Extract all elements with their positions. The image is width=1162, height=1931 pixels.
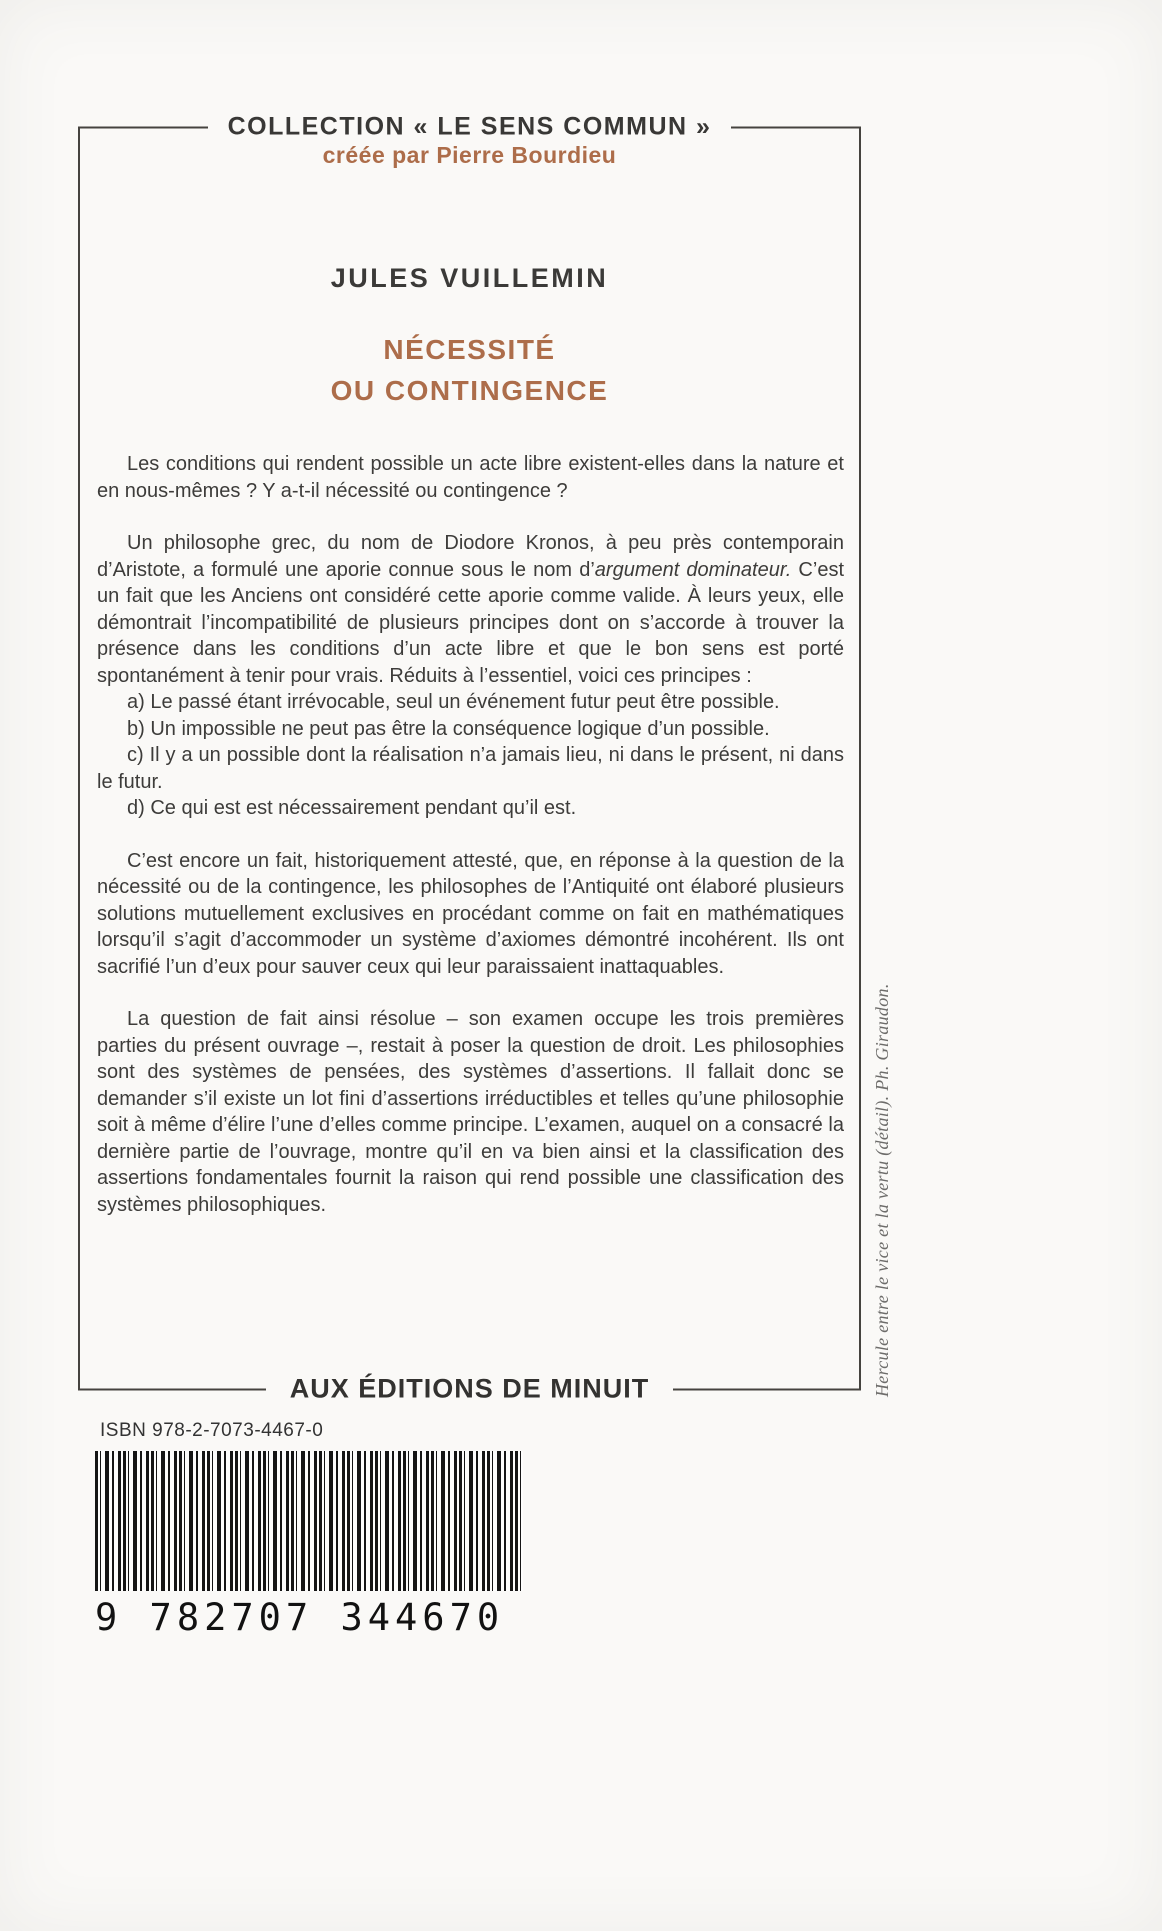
blurb-item-b: b) Un impossible ne peut pas être la conséquence logique d’un possible. — [127, 717, 770, 740]
blurb-item-d: d) Ce qui est est nécessairement pendant qu’il est. — [127, 797, 577, 819]
blurb-item-c: c) Il y a un possible dont la réalisation n’a jamais lieu, ni dans le présent, ni dans le futur. — [97, 744, 844, 793]
footer-rule-right — [673, 1388, 861, 1390]
book-title — [80, 329, 859, 411]
header-rule-right — [731, 126, 861, 128]
blurb-paragraph-3: C’est encore un fait, historiquement attesté, que, en réponse à la question de la nécessité ou de la contingence, les philosophes de l’Antiquité ont élaboré plusieurs solutions mutuellement exclusives en procédant comme on fait en mathématiques lorsqu’il s’agit d’accommoder un système d’axiomes démontré incohérent. Ils ont sacrifié l’un d’eux pour sauver ceux qui leur paraissaient inattaquables. — [97, 849, 844, 978]
photo-credit: Hercule entre le vice et la vertu (détail). Ph. Giraudon. — [872, 983, 892, 1397]
barcode — [95, 1451, 523, 1639]
header-rule-left — [78, 126, 208, 128]
blurb-paragraph-2-end: C’est un fait que les Anciens ont considéré cette aporie comme valide. À leurs yeux, elle démontrait l’incompatibilité de plusieurs principes dont on s’accorde à trouver la présence dans les conditions d’un acte libre et que le bon sens est porté spontanément à tenir pour vrais. Réduits à l’essentiel, voici ces principes : — [97, 558, 844, 687]
book-title-line-2: OU CONTINGENCE — [330, 375, 609, 406]
publisher-name: AUX ÉDITIONS DE MINUIT — [289, 1373, 650, 1404]
collection-subtitle: créée par Pierre Bourdieu — [322, 142, 617, 168]
publisher-footer — [78, 1374, 861, 1405]
isbn-label: ISBN 978-2-7073-4467-0 — [100, 1420, 324, 1441]
blurb-paragraph-2 — [97, 530, 844, 689]
blurb-item-a: a) Le passé étant irrévocable, seul un événement futur peut être possible. — [127, 691, 780, 713]
blurb-paragraph-1: Les conditions qui rendent possible un acte libre existent-elles dans la nature et en nous-mêmes ? Y a-t-il nécessité ou contingence ? — [97, 453, 844, 502]
cover-frame — [78, 112, 861, 1404]
blurb-paragraph-2-start: Un philosophe grec, du nom de Diodore Kronos, à peu près contemporain d’Aristote, a formulé une aporie connue sous le nom d’ — [97, 532, 844, 581]
book-title-line-1: NÉCESSITÉ — [383, 334, 556, 365]
footer-rule-left — [78, 1388, 266, 1390]
blurb-paragraph-4: La question de fait ainsi résolue – son examen occupe les trois premières parties du présent ouvrage –, restait à poser la question de droit. Les philosophies sont des systèmes de pensées, des systèmes d’assertions. Il fallait donc se demander s’il existe un lot fini d’assertions irréductibles et telles qu’une philosophie soit à même d’élire l’une d’elles comme principe. L’examen, auquel on a consacré la dernière partie de l’ouvrage, montre qu’il en va bien ainsi et la classification des assertions fondamentales fournit la raison qui rend possible une classification des systèmes philosophiques. — [97, 1008, 844, 1216]
collection-title: COLLECTION « LE SENS COMMUN » — [227, 112, 712, 141]
collection-header — [78, 113, 861, 142]
blurb-paragraph-2-italic: argument dominateur. — [594, 558, 792, 581]
barcode-bars-icon — [95, 1451, 523, 1591]
author-name: JULES VUILLEMIN — [330, 263, 609, 293]
back-cover-blurb — [97, 451, 844, 1218]
barcode-number: 9 782707 344670 — [95, 1596, 505, 1639]
